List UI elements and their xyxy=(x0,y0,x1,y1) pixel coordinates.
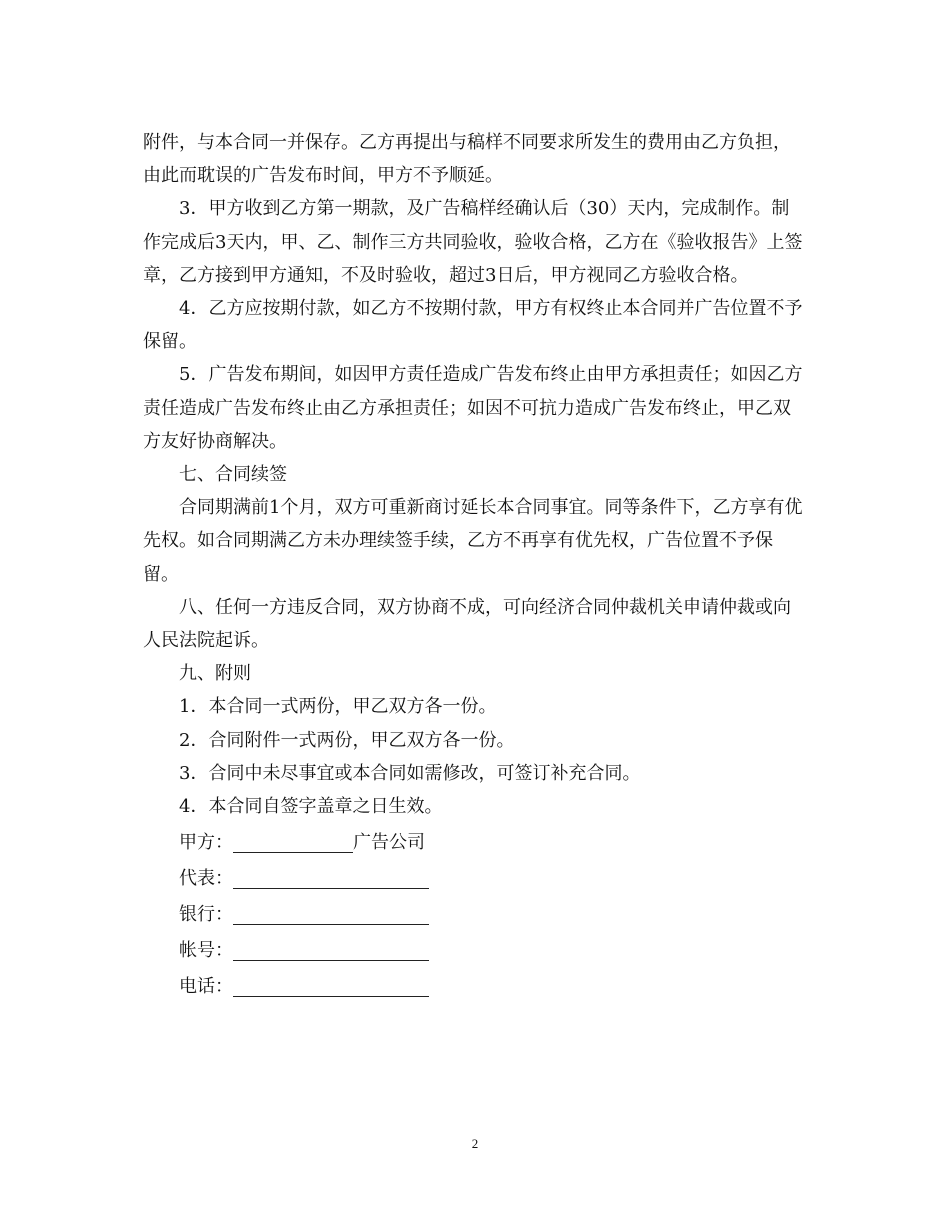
signature-account xyxy=(179,931,807,967)
phone-label: 电话： xyxy=(179,976,233,998)
paragraph-attachment: 附件，与本合同一并保存。乙方再提出与稿样不同要求所发生的费用由乙方负担，由此而耽误的广告发布时间，甲方不予顺延。 xyxy=(143,132,791,187)
signature-bank xyxy=(179,895,807,931)
account-label: 帐号： xyxy=(179,940,233,962)
section-heading-renewal: 七、合同续签 xyxy=(179,464,287,486)
signature-party-a xyxy=(179,823,807,859)
paragraph-clause-4: 4．乙方应按期付款，如乙方不按期付款，甲方有权终止本合同并广告位置不予保留。 xyxy=(143,298,803,353)
paragraph-appendix-1: 1．本合同一式两份，甲乙双方各一份。 xyxy=(179,696,497,718)
paragraph-clause-5: 5．广告发布期间，如因甲方责任造成广告发布终止由甲方承担责任；如因乙方责任造成广告发布终止由乙方承担责任；如因不可抗力造成广告发布终止，甲乙双方友好协商解决。 xyxy=(143,364,803,452)
paragraph-dispute: 八、任何一方违反合同，双方协商不成，可向经济合同仲裁机关申请仲裁或向人民法院起诉。 xyxy=(143,596,791,652)
paragraph-renewal: 合同期满前1个月，双方可重新商讨延长本合同事宜。同等条件下，乙方享有优先权。如合同期满乙方未办理续签手续，乙方不再享有优先权，广告位置不予保留。 xyxy=(143,497,803,585)
representative-label: 代表： xyxy=(179,868,233,890)
phone-blank-line xyxy=(233,974,429,997)
party-a-suffix: 广告公司 xyxy=(353,832,425,854)
section-heading-appendix: 九、附则 xyxy=(179,663,251,685)
representative-blank-line xyxy=(233,866,429,889)
document-body xyxy=(143,126,807,1003)
paragraph-appendix-3: 3．合同中未尽事宜或本合同如需修改，可签订补充合同。 xyxy=(179,762,641,784)
paragraph-appendix-2: 2．合同附件一式两份，甲乙双方各一份。 xyxy=(179,729,515,751)
bank-label: 银行： xyxy=(179,904,233,926)
party-a-blank-line xyxy=(233,830,353,853)
paragraph-appendix-4: 4．本合同自签字盖章之日生效。 xyxy=(179,796,443,818)
page-number: 2 xyxy=(471,1136,479,1151)
signature-phone xyxy=(179,967,807,1003)
bank-blank-line xyxy=(233,902,429,925)
account-blank-line xyxy=(233,938,429,961)
party-a-label: 甲方： xyxy=(179,832,233,854)
paragraph-clause-3: 3．甲方收到乙方第一期款，及广告稿样经确认后（30）天内，完成制作。制作完成后3天内，甲、乙、制作三方共同验收，验收合格，乙方在《验收报告》上签章，乙方接到甲方通知，不及时验收，超过3日后，甲方视同乙方验收合格。 xyxy=(143,198,803,286)
signature-representative xyxy=(179,859,807,895)
